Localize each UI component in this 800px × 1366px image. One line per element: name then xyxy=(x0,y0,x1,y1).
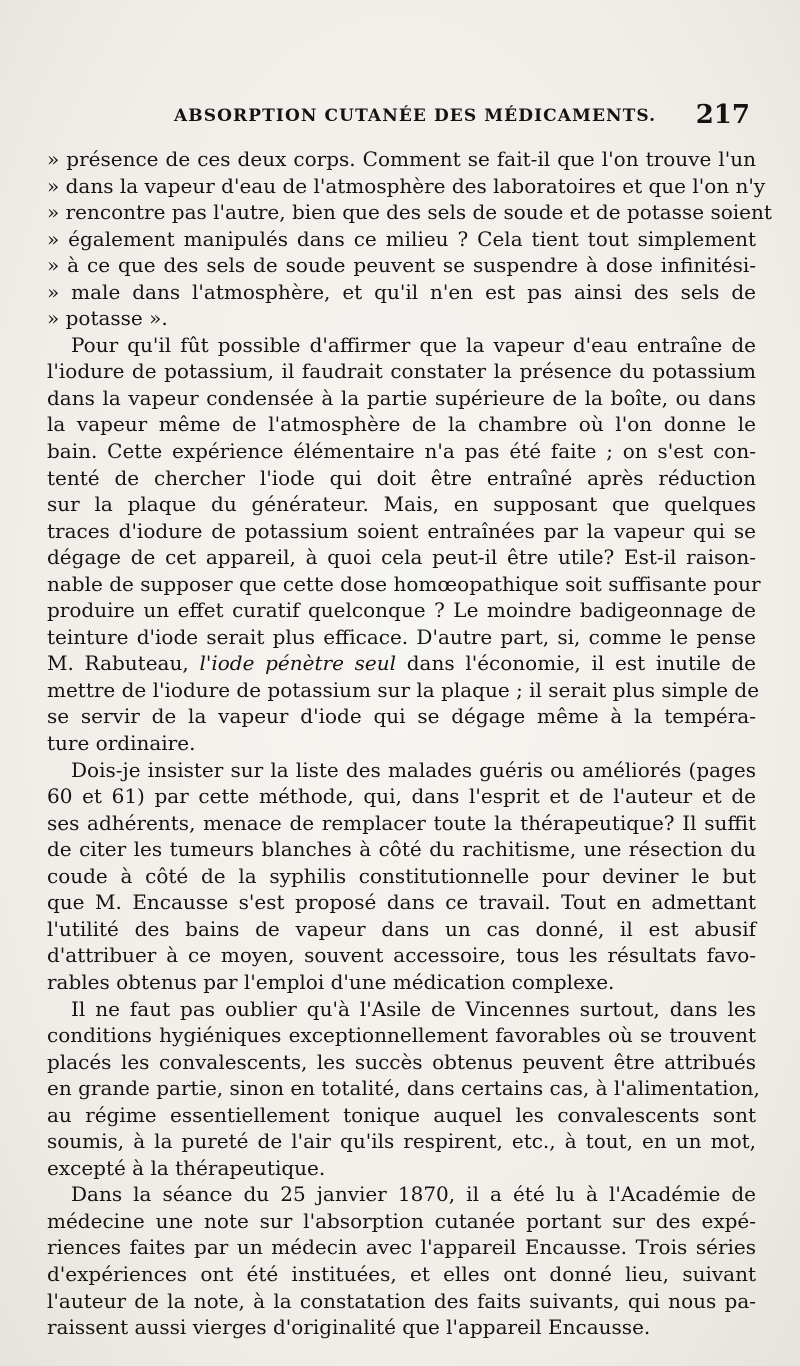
text-line: raissent aussi vierges d'originalité que l'appareil Encausse. xyxy=(47,1315,651,1340)
text-line: Pour qu'il fût possible d'affirmer que la vapeur d'eau entraîne de xyxy=(71,332,756,357)
text-line: nable de supposer que cette dose homœopathique soit suffisante pour xyxy=(47,571,761,596)
text-line: sur la plaque du générateur. Mais, en supposant que quelques xyxy=(47,492,756,517)
text-line: produire un effet curatif quelconque ? Le moindre badigeonnage de xyxy=(47,598,756,623)
text-line: d'attribuer à ce moyen, souvent accessoire, tous les résultats favo- xyxy=(47,943,756,968)
italic-phrase: l'iode pénètre seul xyxy=(199,651,397,676)
text-line: médecine une note sur l'absorption cutanée portant sur des expé- xyxy=(47,1208,756,1233)
text-line: » à ce que des sels de soude peuvent se suspendre à dose infinitési- xyxy=(47,253,756,278)
text-run: dans l'économie, il est inutile de xyxy=(396,651,757,676)
text-line: » également manipulés dans ce milieu ? Cela tient tout simplement xyxy=(47,226,756,251)
text-line: conditions hygiéniques exceptionnellement favorables où se trouvent xyxy=(47,1023,756,1048)
text-line: Dois-je insister sur la liste des malades guéris ou améliorés (pages xyxy=(71,757,756,782)
text-line: que M. Encausse s'est proposé dans ce travail. Tout en admettant xyxy=(47,890,756,915)
text-line: soumis, à la pureté de l'air qu'ils respirent, etc., à tout, en un mot, xyxy=(47,1129,756,1154)
running-head: ABSORPTION CUTANÉE DES MÉDICAMENTS. xyxy=(174,106,657,126)
text-line: » rencontre pas l'autre, bien que des sels de soude et de potasse soient xyxy=(47,200,772,225)
text-line: ses adhérents, menace de remplacer toute la thérapeutique? Il suffit xyxy=(47,810,756,835)
text-line: riences faites par un médecin avec l'appareil Encausse. Trois séries xyxy=(47,1235,756,1260)
body-text xyxy=(47,146,772,1341)
text-line: rables obtenus par l'emploi d'une médication complexe. xyxy=(47,969,615,994)
text-line: traces d'iodure de potassium soient entraînées par la vapeur qui se xyxy=(47,518,756,543)
text-line: l'utilité des bains de vapeur dans un cas donné, il est abusif xyxy=(47,916,756,941)
text-line: » male dans l'atmosphère, et qu'il n'en est pas ainsi des sels de xyxy=(47,279,756,304)
text-line: au régime essentiellement tonique auquel les convalescents sont xyxy=(47,1102,756,1127)
text-line: bain. Cette expérience élémentaire n'a pas été faite ; on s'est con- xyxy=(47,439,756,464)
text-line: de citer les tumeurs blanches à côté du rachitisme, une résection du xyxy=(47,837,756,862)
text-line: dans la vapeur condensée à la partie supérieure de la boîte, ou dans xyxy=(47,385,756,410)
text-line: Dans la séance du 25 janvier 1870, il a été lu à l'Académie de xyxy=(71,1182,756,1207)
text-line: en grande partie, sinon en totalité, dans certains cas, à l'alimentation, xyxy=(47,1076,760,1101)
text-line: se servir de la vapeur d'iode qui se dégage même à la tempéra- xyxy=(47,704,756,729)
text-run: M. Rabuteau, xyxy=(47,651,200,676)
text-line: dégage de cet appareil, à quoi cela peut-il être utile? Est-il raison- xyxy=(47,545,756,570)
text-line: coude à côté de la syphilis constitutionnelle pour deviner le but xyxy=(47,863,756,888)
text-line: excepté à la thérapeutique. xyxy=(47,1155,326,1180)
text-line: ture ordinaire. xyxy=(47,731,196,756)
text-line: 60 et 61) par cette méthode, qui, dans l'esprit et de l'auteur et de xyxy=(47,784,756,809)
text-line: tenté de chercher l'iode qui doit être entraîné après réduction xyxy=(47,465,756,490)
text-line: la vapeur même de l'atmosphère de la chambre où l'on donne le xyxy=(47,412,756,437)
text-line: » dans la vapeur d'eau de l'atmosphère des laboratoires et que l'on n'y xyxy=(47,173,766,198)
page-header xyxy=(150,102,750,132)
text-line: placés les convalescents, les succès obtenus peuvent être attribués xyxy=(47,1049,756,1074)
text-line: mettre de l'iodure de potassium sur la plaque ; il serait plus simple de xyxy=(47,677,760,702)
text-line: » présence de ces deux corps. Comment se fait-il que l'on trouve l'un xyxy=(47,147,756,171)
text-line: d'expériences ont été instituées, et elles ont donné lieu, suivant xyxy=(47,1261,756,1286)
text-line: l'iodure de potassium, il faudrait constater la présence du potassium xyxy=(47,359,756,384)
text-line xyxy=(47,650,756,677)
page-number: 217 xyxy=(695,100,750,130)
text-line: l'auteur de la note, à la constatation des faits suivants, qui nous pa- xyxy=(47,1288,756,1313)
text-line: teinture d'iode serait plus efficace. D'autre part, si, comme le pense xyxy=(47,624,756,649)
text-line: » potasse ». xyxy=(47,306,168,331)
text-line: Il ne faut pas oublier qu'à l'Asile de Vincennes surtout, dans les xyxy=(71,996,756,1021)
